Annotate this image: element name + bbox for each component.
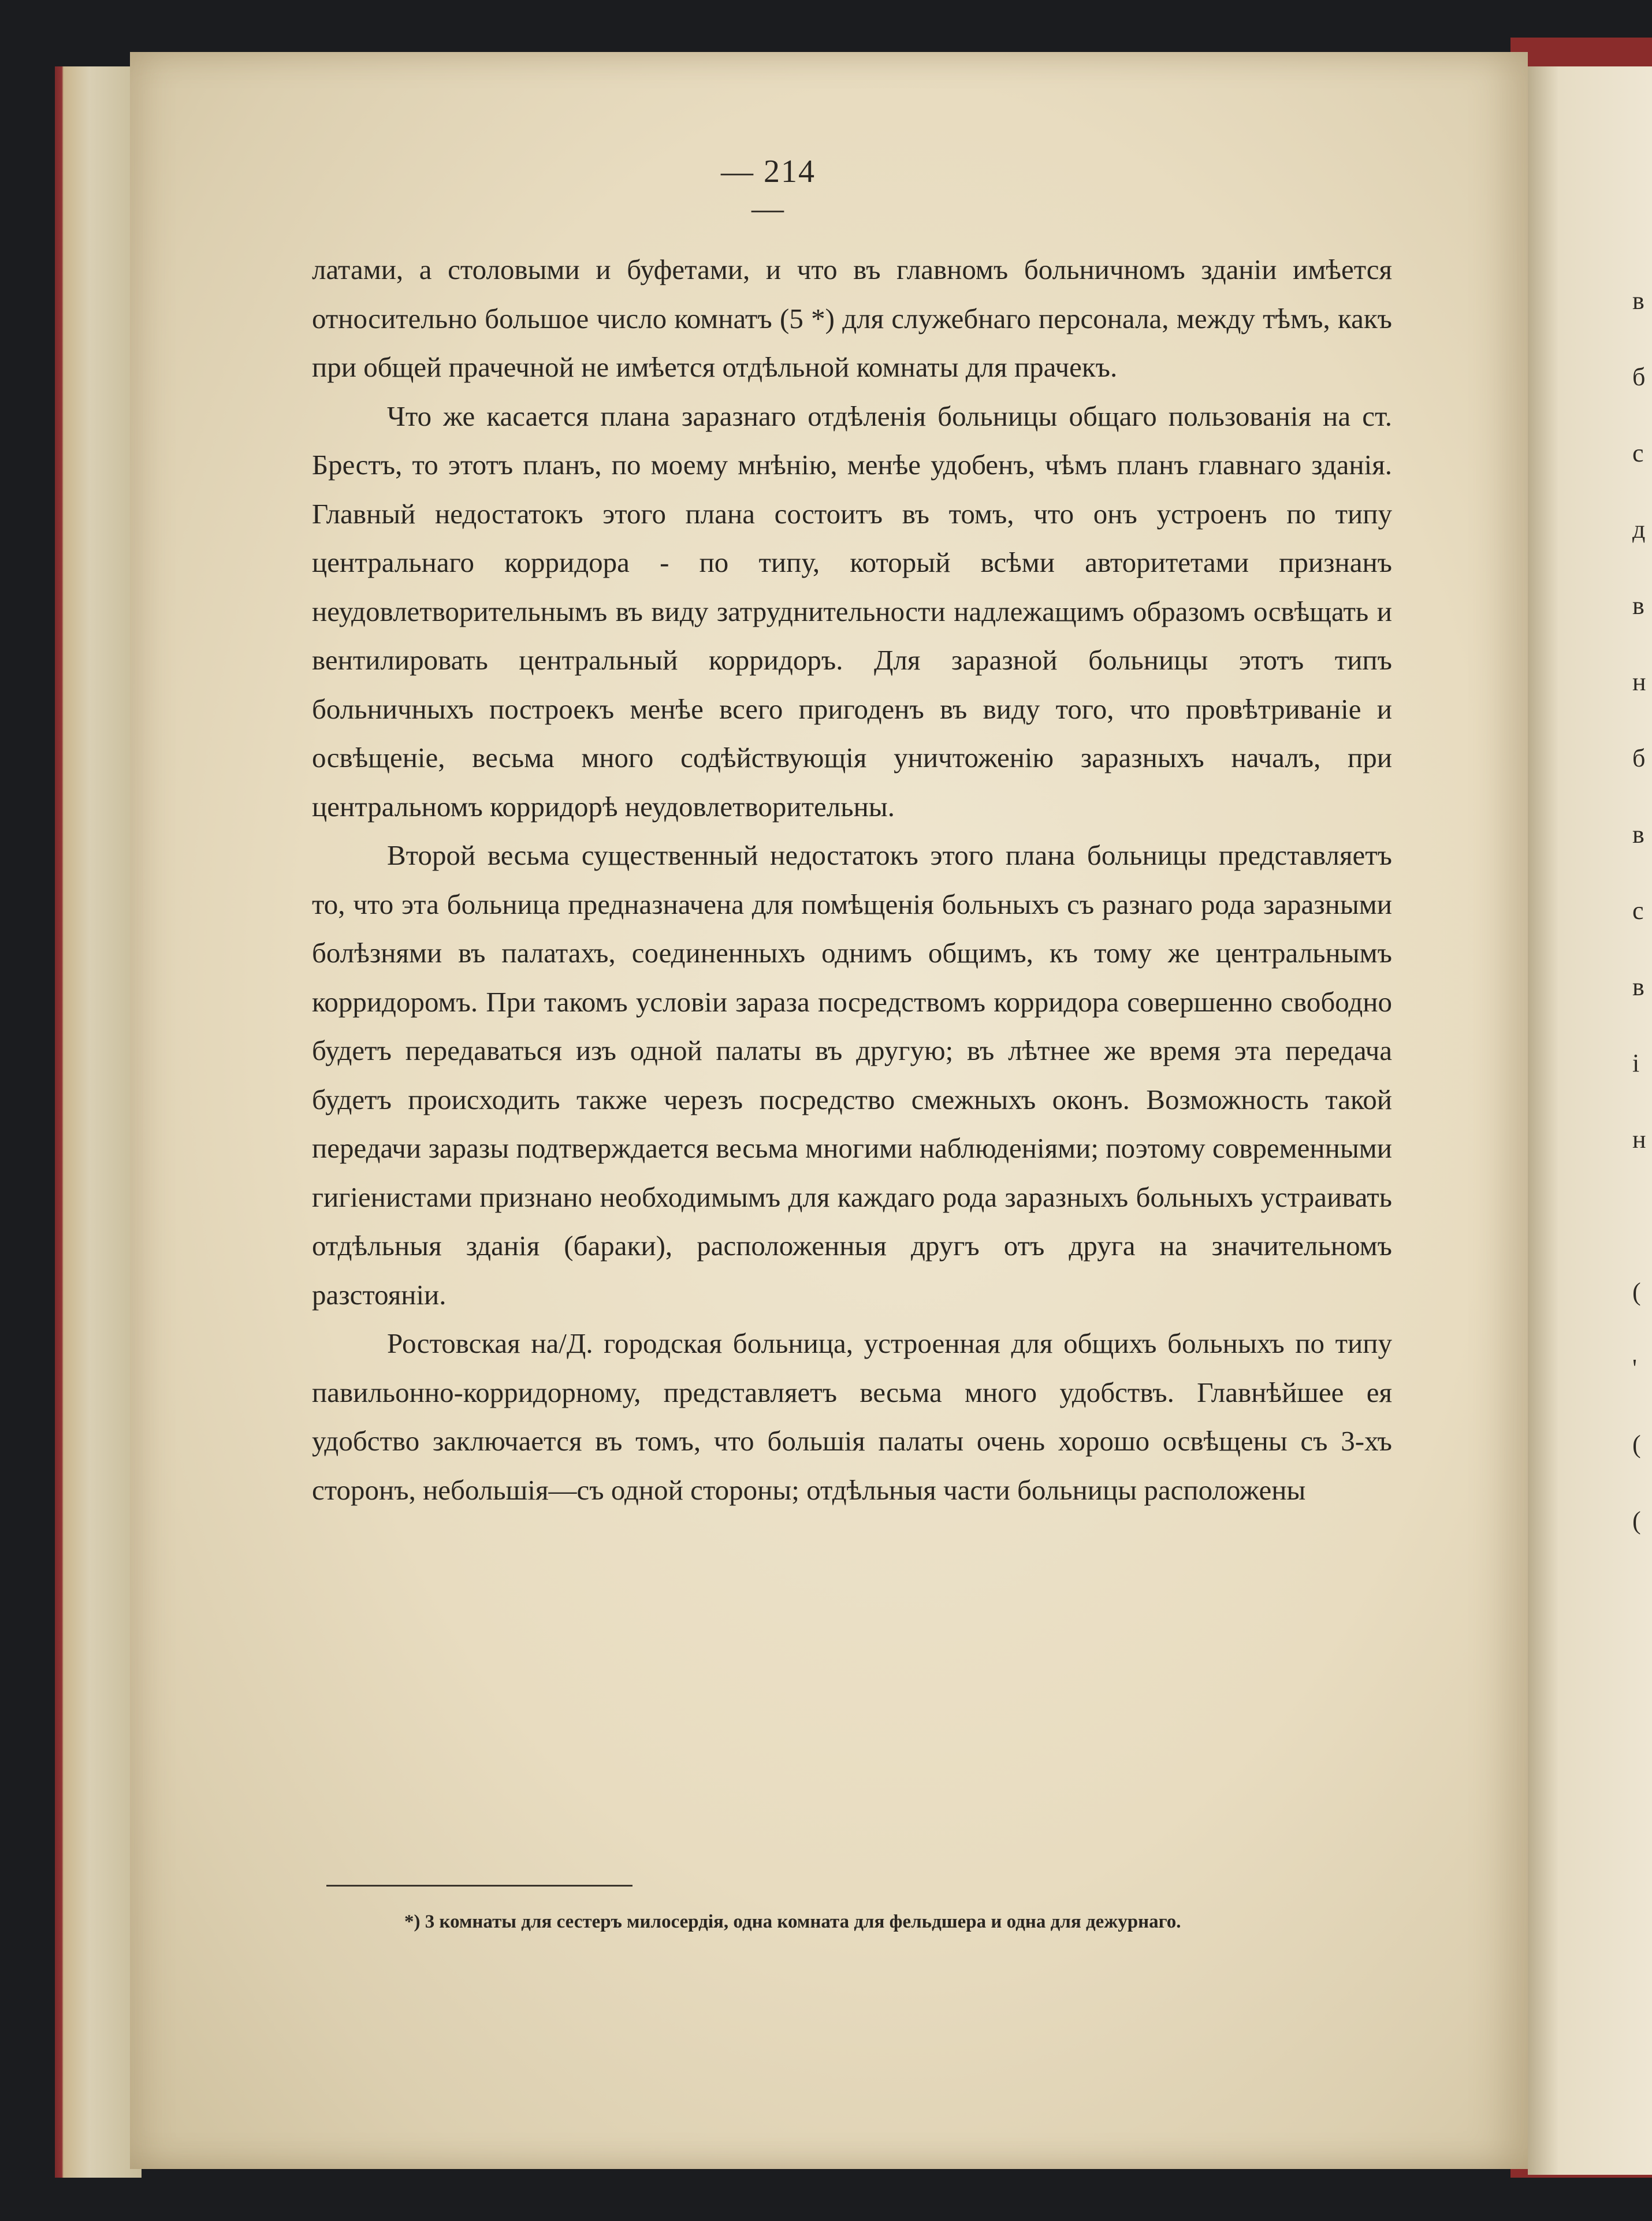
footnote-divider: [326, 1885, 632, 1887]
facing-page-letter: н: [1632, 668, 1646, 696]
body-text: [312, 245, 1392, 1515]
facing-page-letter: д: [1632, 515, 1646, 544]
paragraph: Что же касается плана заразнаго отдѣленія больницы общаго пользованія на ст. Брестъ, то этотъ планъ, по моему мнѣнію, менѣе удобенъ, чѣмъ планъ главнаго зданія. Главный недостатокъ этого плана состоитъ въ томъ, что онъ устроенъ по типу центральнаго корридора - по типу, который всѣми авторитетами признанъ неудовлетворительнымъ въ виду затруднительности надлежащимъ образомъ освѣщать и вентилировать центральный корридоръ. Для заразной больницы этотъ типъ больничныхъ построекъ менѣе всего пригоденъ въ виду того, что провѣтриваніе и освѣщеніе, весьма много содѣйствующія уничтоженію заразныхъ началъ, при центральномъ корридорѣ неудовлетворительны.: [312, 400, 1392, 823]
facing-page-letter: б: [1632, 744, 1646, 772]
facing-page-text: [1632, 263, 1652, 1559]
facing-page-letter: (: [1632, 1430, 1641, 1459]
facing-page-letter: ': [1632, 1354, 1637, 1382]
footnote: *) 3 комнаты для сестеръ милосердія, одна комната для фельдшера и одна для дежурнаго.: [404, 1911, 1181, 1932]
book-edge-left: [55, 66, 142, 2178]
facing-page-letter: б: [1632, 363, 1646, 391]
paragraph: Второй весьма существенный недостатокъ этого плана больницы представляетъ то, что эта больница предназначена для помѣщенія больныхъ съ разнаго рода заразными болѣзнями въ палатахъ, соединенныхъ однимъ общимъ, къ тому же центральнымъ корридоромъ. При такомъ условіи зараза посредствомъ корридора совершенно свободно будетъ передаваться изъ одной палаты въ другую; въ лѣтнее же время эта передача будетъ происходить также черезъ посредство смежныхъ оконъ. Возможность такой передачи заразы подтверждается весьма многими наблюденіями; поэтому современными гигіенистами признано необходимымъ для каждаго рода заразныхъ больныхъ устраивать отдѣльныя зданія (бараки), расположенныя другъ отъ друга на значительномъ разстояніи.: [312, 839, 1392, 1311]
facing-page-letter: с: [1632, 439, 1644, 467]
facing-page-letter: в: [1632, 820, 1644, 849]
facing-page-letter: в: [1632, 287, 1644, 315]
page-number: — 214 —: [721, 154, 816, 226]
facing-page-letter: н: [1632, 1125, 1646, 1154]
facing-page-letter: с: [1632, 896, 1644, 925]
paragraph: Ростовская на/Д. городская больница, устроенная для общихъ больныхъ по типу павильонно-корридорному, представляетъ весьма много удобствъ. Главнѣйшее ея удобство заключается въ томъ, что большія палаты очень хорошо освѣщены съ 3-хъ сторонъ, небольшія—съ одной стороны; отдѣльныя части больницы расположены: [312, 1327, 1392, 1506]
facing-page-letter: в: [1632, 591, 1644, 620]
facing-page-letter: [1632, 1178, 1652, 1254]
paragraph: латами, а столовыми и буфетами, и что въ главномъ больничномъ зданіи имѣется относительно большое число комнатъ (5 *) для служебнаго персонала, между тѣмъ, какъ при общей прачечной не имѣется отдѣльной комнаты для прачекъ.: [312, 254, 1392, 383]
facing-page-letter: (: [1632, 1506, 1641, 1535]
facing-page-letter: (: [1632, 1278, 1641, 1306]
facing-page-letter: в: [1632, 973, 1644, 1001]
facing-page-letter: і: [1632, 1049, 1640, 1077]
